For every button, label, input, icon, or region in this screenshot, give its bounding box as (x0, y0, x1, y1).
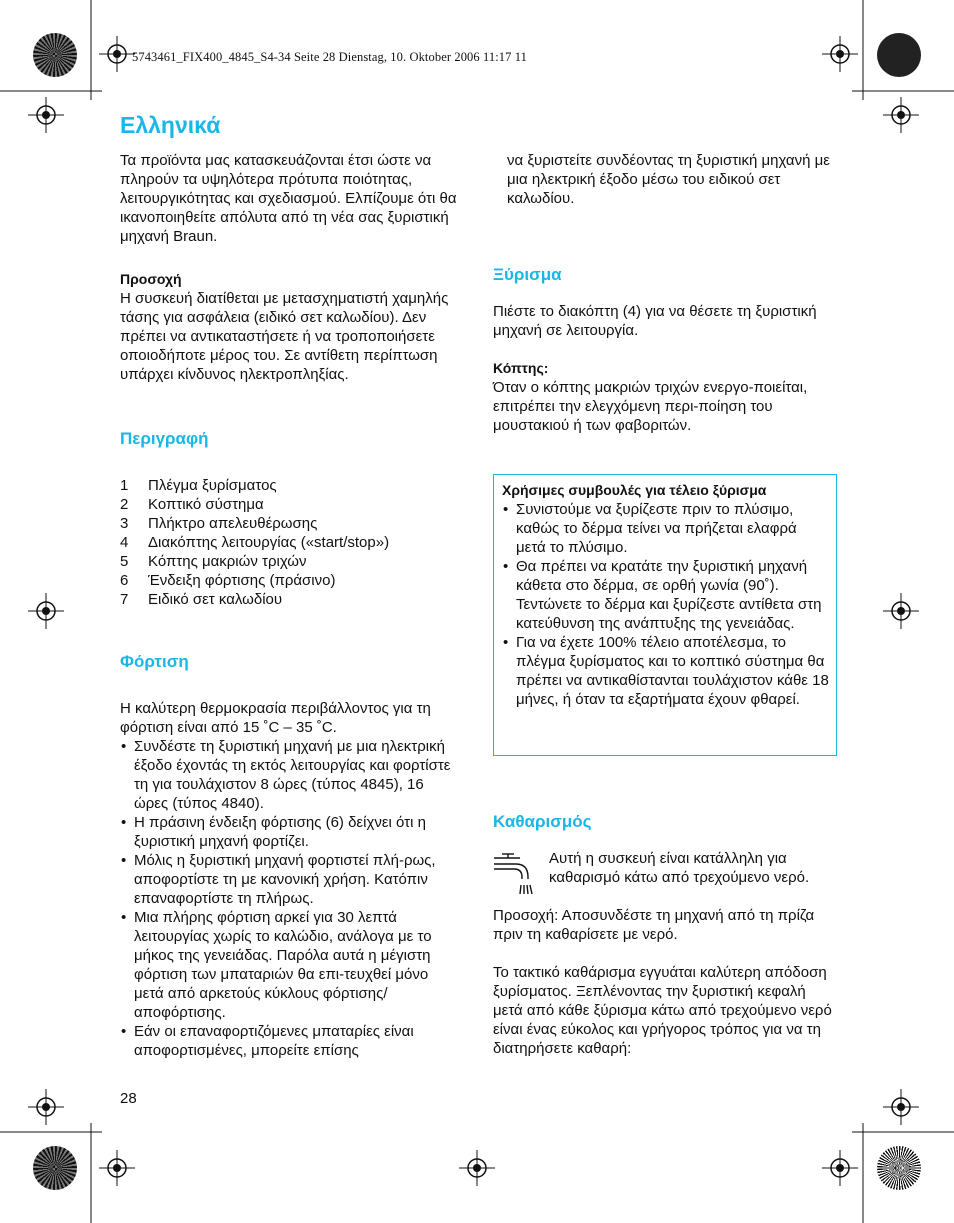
charging-intro: Η καλύτερη θερμοκρασία περιβάλλοντος για τη φόρτιση είναι από 15 ˚C – 35 ˚C. (120, 700, 431, 736)
registration-mark-icon (822, 36, 858, 72)
list-item: 4 Διακόπτης λειτουργίας («start/stop») (120, 534, 390, 551)
registration-mark-icon (883, 97, 919, 133)
list-item: 6 Ένδειξη φόρτισης (πράσινο) (120, 572, 336, 589)
page-number: 28 (120, 1090, 137, 1107)
charging-bullets (120, 737, 462, 1060)
tips-list (502, 500, 829, 709)
registration-mark-icon (28, 593, 64, 629)
registration-mark-icon (28, 1089, 64, 1125)
registration-mark-icon (822, 1150, 858, 1186)
description-heading: Περιγραφή (120, 429, 209, 448)
parts-list (120, 476, 462, 609)
right-column (507, 151, 837, 208)
shaving-section (493, 264, 837, 435)
list-item: • Η πράσινη ένδειξη φόρτισης (6) δείχνει ότι η ξυριστική μηχανή φορτίζει. (120, 813, 462, 851)
list-item: 1 Πλέγμα ξυρίσματος (120, 477, 277, 494)
list-item: 5 Κόπτης μακριών τριχών (120, 553, 307, 570)
list-item: 2 Κοπτικό σύστημα (120, 496, 264, 513)
registration-mark-icon (99, 1150, 135, 1186)
print-slug: 5743461_FIX400_4845_S4-34 Seite 28 Dienstag, 10. Oktober 2006 11:17 11 (132, 50, 527, 64)
left-column (120, 151, 462, 1060)
color-calibration-rosette-icon (877, 33, 921, 77)
cleaning-caution: Προσοχή: Αποσυνδέστε τη μηχανή από τη πρίζα πριν τη καθαρίσετε με νερό. (493, 907, 815, 943)
registration-mark-icon (883, 593, 919, 629)
caution-paragraph: Η συσκευή διατίθεται με μετασχηματιστή χαμηλής τάσης για ασφάλεια (ειδικό σετ καλωδίου). Δεν πρέπει να αντικαταστήσετε ή να τροποποιήσετε οποιοδήποτε μέρος του. Σε αντίθετη περίπτωση υπάρχει κίνδυνος ηλεκτροπληξίας. (120, 290, 449, 383)
caution-label: Προσοχή (120, 271, 182, 287)
shaving-paragraph: Πιέστε το διακόπτη (4) για να θέσετε τη ξυριστική μηχανή σε λειτουργία. (493, 303, 817, 339)
page-title: Ελληνικά (120, 112, 221, 138)
list-item: 3 Πλήκτρο απελευθέρωσης (120, 515, 318, 532)
registration-mark-icon (99, 36, 135, 72)
continuation-paragraph: να ξυριστείτε συνδέοντας τη ξυριστική μηχανή με μια ηλεκτρική έξοδο μέσω του ειδικού σετ καλωδίου. (507, 152, 830, 207)
cleaning-paragraph: Το τακτικό καθάρισμα εγγυάται καλύτερη απόδοση ξυρίσματος. Ξεπλένοντας την ξυριστική κεφαλή μετά από κάθε ξύρισμα κάτω από τρεχούμενο νερό είναι ένας εύκολος και γρήγορος τρόπος για να τη διατηρήσετε καθαρή: (493, 964, 832, 1057)
color-calibration-rosette-icon (33, 1146, 77, 1190)
list-item: 7 Ειδικό σετ καλωδίου (120, 591, 283, 608)
tips-title: Χρήσιμες συμβουλές για τέλειο ξύρισμα (502, 482, 767, 498)
color-calibration-rosette-icon (33, 33, 77, 77)
shaving-heading: Ξύρισμα (493, 265, 562, 284)
running-water-tap-icon (492, 852, 542, 897)
cleaning-heading: Καθαρισμός (493, 812, 592, 831)
cleaning-icon-text-block (549, 849, 839, 887)
list-item: • Θα πρέπει να κρατάτε την ξυριστική μηχανή κάθετα στο δέρμα, σε ορθή γωνία (90˚). Τεντώνετε το δέρμα και ξυρίζεστε αντίθετα στη κατεύθυνση της ανάπτυξης της γενειάδας. (502, 557, 829, 633)
list-item: • Μόλις η ξυριστική μηχανή φορτιστεί πλή-ρως, αποφορτίστε τη με κανονική χρήση. Κατόπιν επαναφορτίστε τη πλήρως. (120, 851, 462, 908)
cleaning-icon-text: Αυτή η συσκευή είναι κατάλληλη για καθαρισμό κάτω από τρεχούμενο νερό. (549, 850, 810, 886)
color-calibration-rosette-icon (877, 1146, 921, 1190)
list-item: • Για να έχετε 100% τέλειο αποτέλεσμα, το πλέγμα ξυρίσματος και το κοπτικό σύστημα θα πρέπει να αντικαθίστανται τουλάχιστον κάθε 18 μήνες, ή όταν τα εξαρτήματα έχουν φθαρεί. (502, 633, 829, 709)
intro-paragraph: Τα προϊόντα μας κατασκευάζονται έτσι ώστε να πληρούν τα υψηλότερα πρότυπα ποιότητας, λειτουργικότητας και σχεδιασμού. Ελπίζουμε ότι θα ικανοποιηθείτε απόλυτα από τη νέα σας ξυριστική μηχανή Braun. (120, 152, 457, 245)
trimmer-paragraph: Όταν ο κόπτης μακριών τριχών ενεργο-ποιείται, επιτρέπει την ελεγχόμενη περι-ποίηση του μουστακιού ή των φαβοριτών. (493, 379, 808, 434)
registration-mark-icon (883, 1089, 919, 1125)
registration-mark-icon (28, 97, 64, 133)
cleaning-section (493, 811, 837, 833)
list-item: • Μια πλήρης φόρτιση αρκεί για 30 λεπτά λειτουργίας χωρίς το καλώδιο, ανάλογα με το μήκος της γενειάδας. Παρόλα αυτά η μέγιστη φόρτιση των μπαταριών θα επι-τευχθεί μόνο μετά από αρκετούς κύκλους φόρτισης/αποφόρτισης. (120, 908, 462, 1022)
tips-box (493, 474, 837, 756)
registration-mark-icon (459, 1150, 495, 1186)
trimmer-label: Κόπτης: (493, 360, 549, 376)
list-item: • Εάν οι επαναφορτιζόμενες μπαταρίες είναι αποφορτισμένες, μπορείτε επίσης (120, 1022, 462, 1060)
charging-heading: Φόρτιση (120, 652, 189, 671)
list-item: • Συνδέστε τη ξυριστική μηχανή με μια ηλεκτρική έξοδο έχοντάς τη εκτός λειτουργίας και φορτίστε τη για τουλάχιστον 8 ώρες (τύπος 4845), 16 ώρες (τύπος 4840). (120, 737, 462, 813)
list-item: • Συνιστούμε να ξυρίζεστε πριν το πλύσιμο, καθώς το δέρμα τείνει να πρήζεται ελαφρά μετά το πλύσιμο. (502, 500, 829, 557)
cleaning-text-block (493, 906, 837, 1058)
